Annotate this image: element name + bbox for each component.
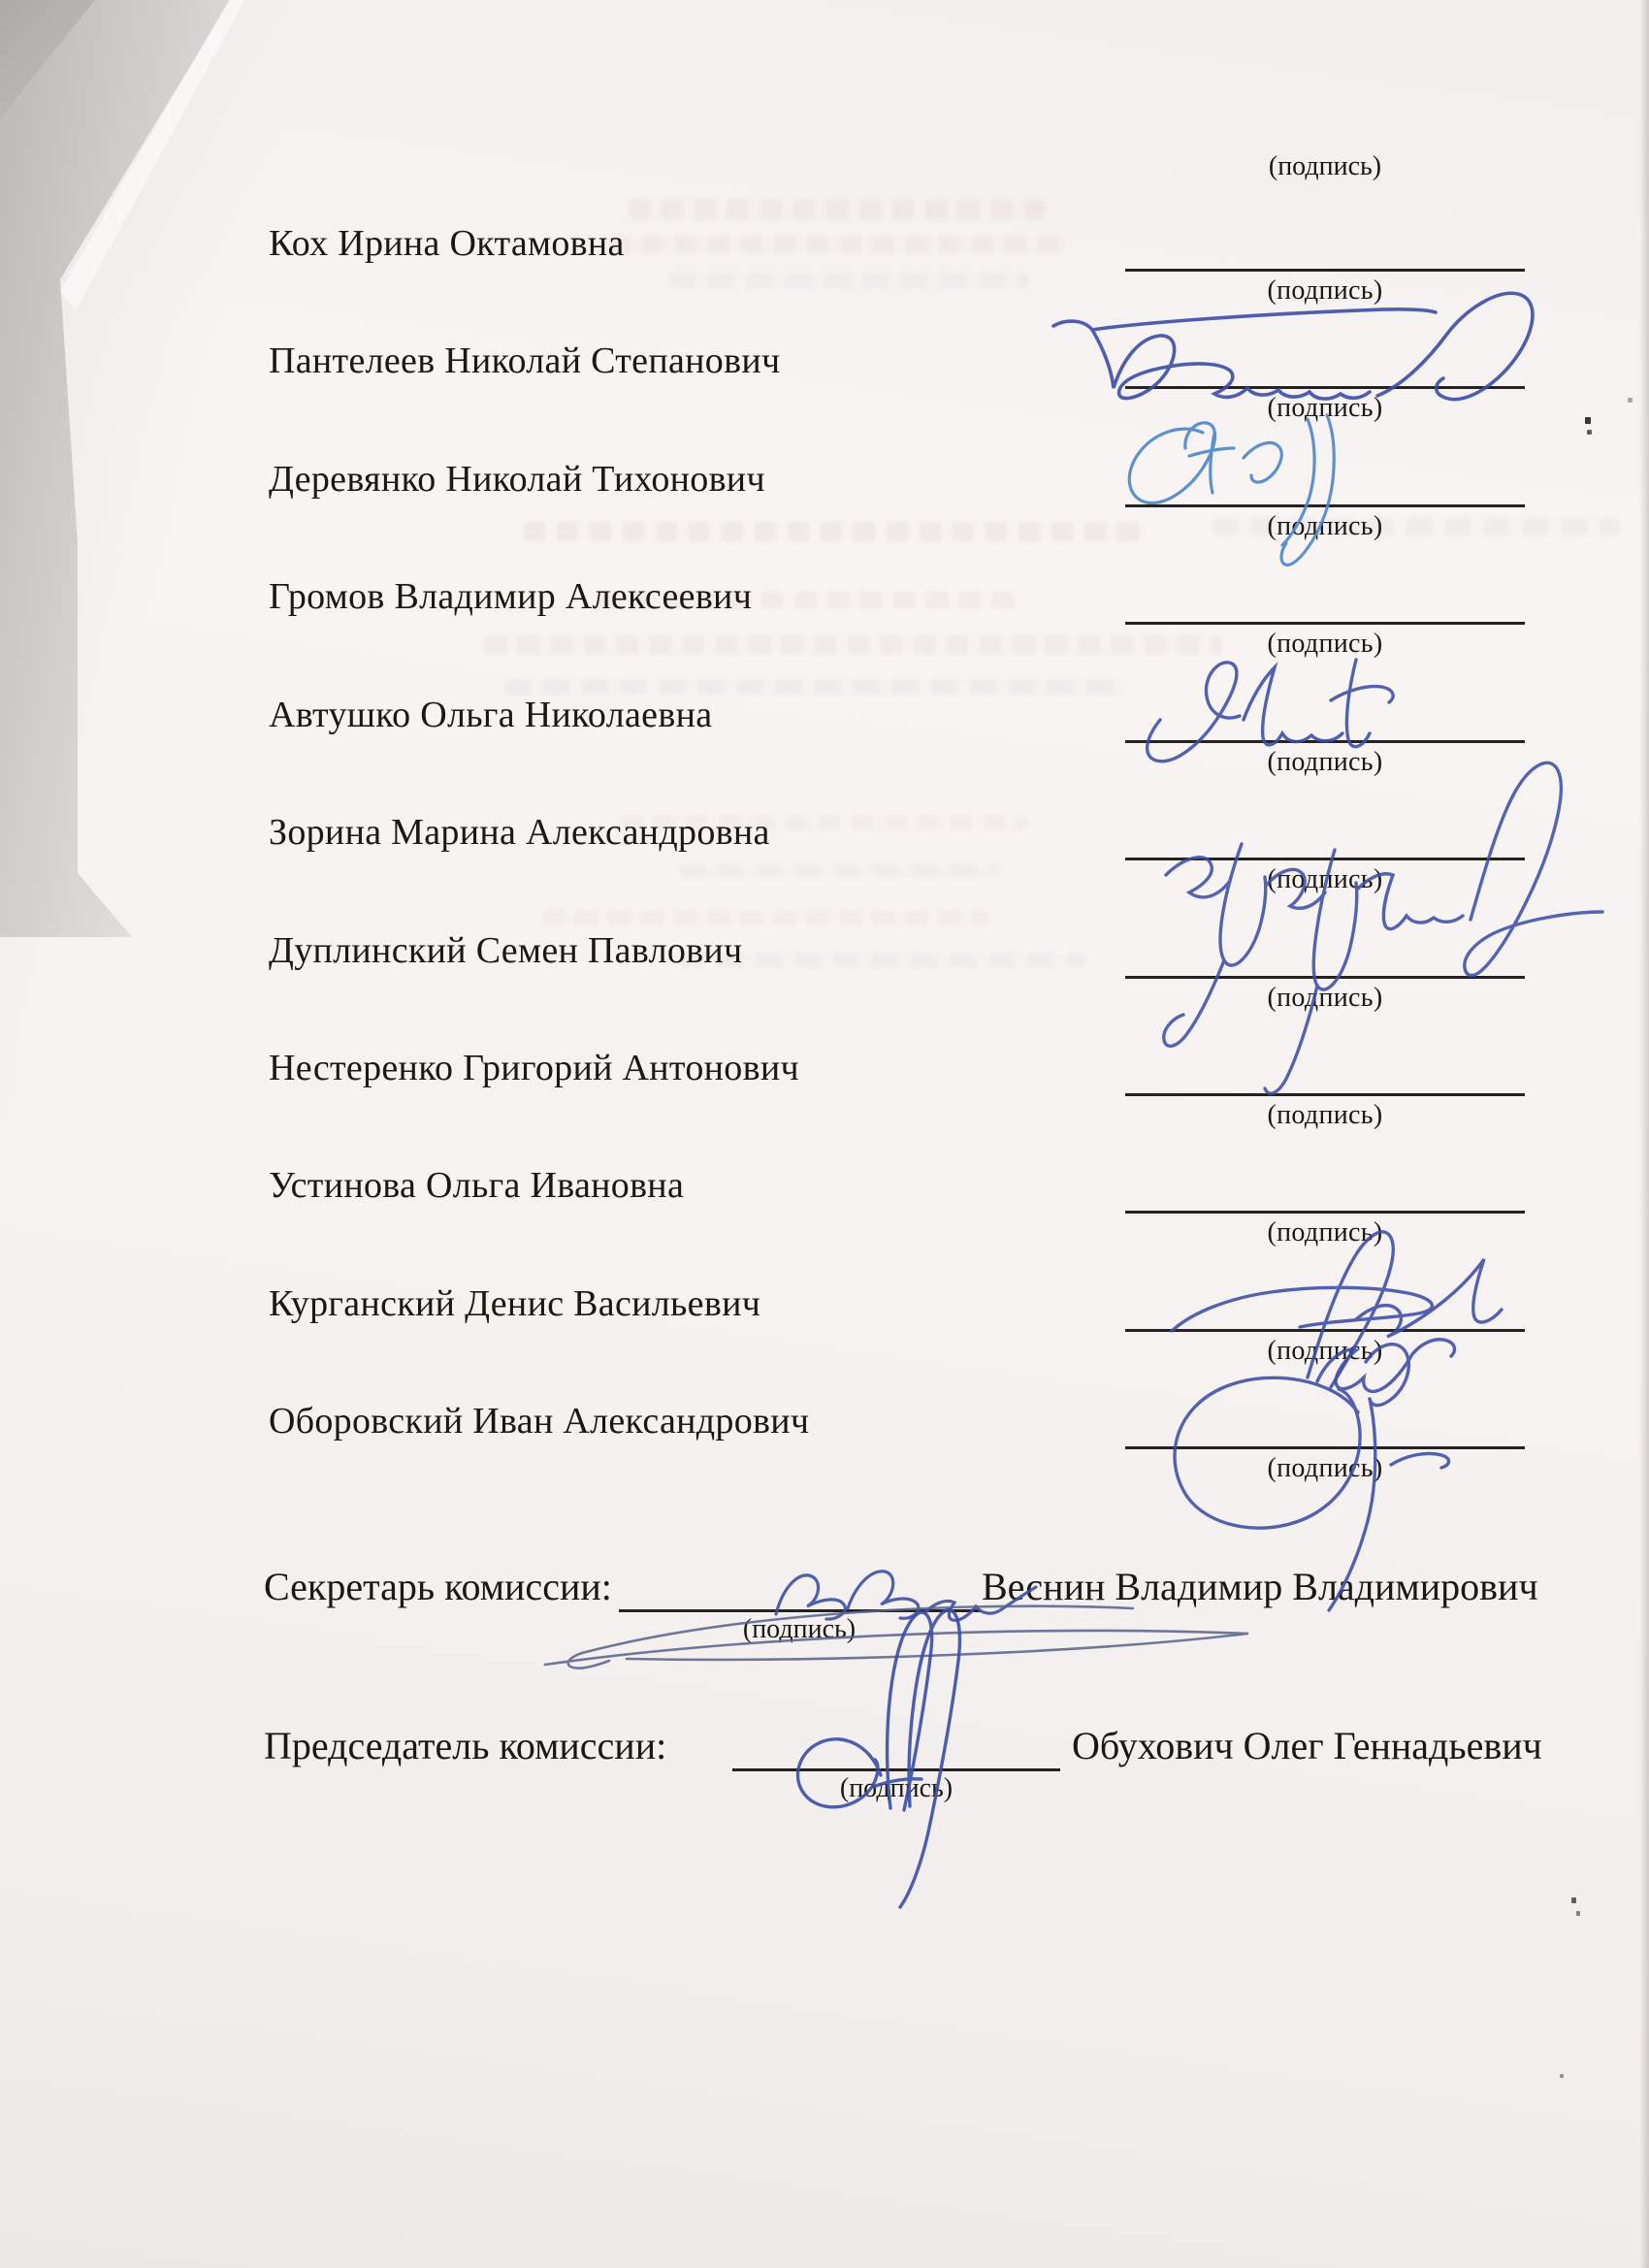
signature-caption: (подпись)	[1267, 1453, 1383, 1483]
member-name: Кох Ирина Октамовна	[269, 223, 625, 264]
signature-caption: (подпись)	[1267, 1217, 1383, 1247]
scan-speck	[1576, 1911, 1580, 1916]
signature-ink-zorina	[1164, 762, 1602, 1093]
chairman-name: Обухович Олег Геннадьевич	[1072, 1724, 1542, 1767]
member-name: Курганский Денис Васильевич	[269, 1283, 761, 1324]
member-name: Автушко Ольга Николаевна	[269, 695, 713, 735]
scan-speck	[1585, 417, 1591, 424]
member-name: Дуплинский Семен Павлович	[269, 930, 743, 971]
signature-caption: (подпись)	[839, 1773, 954, 1803]
member-name: Нестеренко Григорий Антонович	[269, 1048, 799, 1088]
scan-speck	[1560, 2074, 1564, 2078]
scan-speck	[1587, 430, 1592, 435]
signature-caption: (подпись)	[1267, 393, 1383, 423]
signature-caption: (подпись)	[1267, 864, 1383, 894]
signature-ink-panteleev	[1053, 293, 1533, 399]
signature-ink-oborovsky	[1175, 1340, 1455, 1610]
secretary-label: Секретарь комиссии:	[264, 1565, 612, 1608]
signature-caption: (подпись)	[1268, 151, 1382, 181]
signature-ink-derevyanko	[1129, 415, 1334, 565]
signature-caption: (подпись)	[1267, 983, 1383, 1013]
signature-caption: (подпись)	[1267, 275, 1383, 306]
signature-ink-kurgansky	[1172, 1232, 1502, 1387]
member-name: Устинова Ольга Ивановна	[269, 1165, 685, 1206]
member-name: Громов Владимир Алексеевич	[269, 576, 753, 617]
signature-caption: (подпись)	[1267, 1336, 1383, 1366]
scan-speck	[1628, 398, 1633, 403]
secretary-name: Веснин Владимир Владимирович	[982, 1565, 1538, 1608]
signature-caption: (подпись)	[1267, 629, 1383, 659]
signature-caption: (подпись)	[1267, 1100, 1383, 1130]
signature-caption: (подпись)	[1267, 511, 1383, 541]
scan-speck	[1571, 1897, 1576, 1903]
member-name: Оборовский Иван Александрович	[269, 1401, 810, 1442]
member-name: Зорина Марина Александровна	[269, 812, 770, 853]
signature-caption: (подпись)	[742, 1614, 857, 1644]
signature-ink-avtushko	[1148, 660, 1394, 761]
chairman-label: Председатель комиссии:	[264, 1724, 667, 1767]
signature-caption: (подпись)	[1267, 747, 1383, 777]
member-name: Деревянко Николай Тихонович	[269, 459, 765, 500]
member-name: Пантелеев Николай Степанович	[269, 340, 781, 381]
